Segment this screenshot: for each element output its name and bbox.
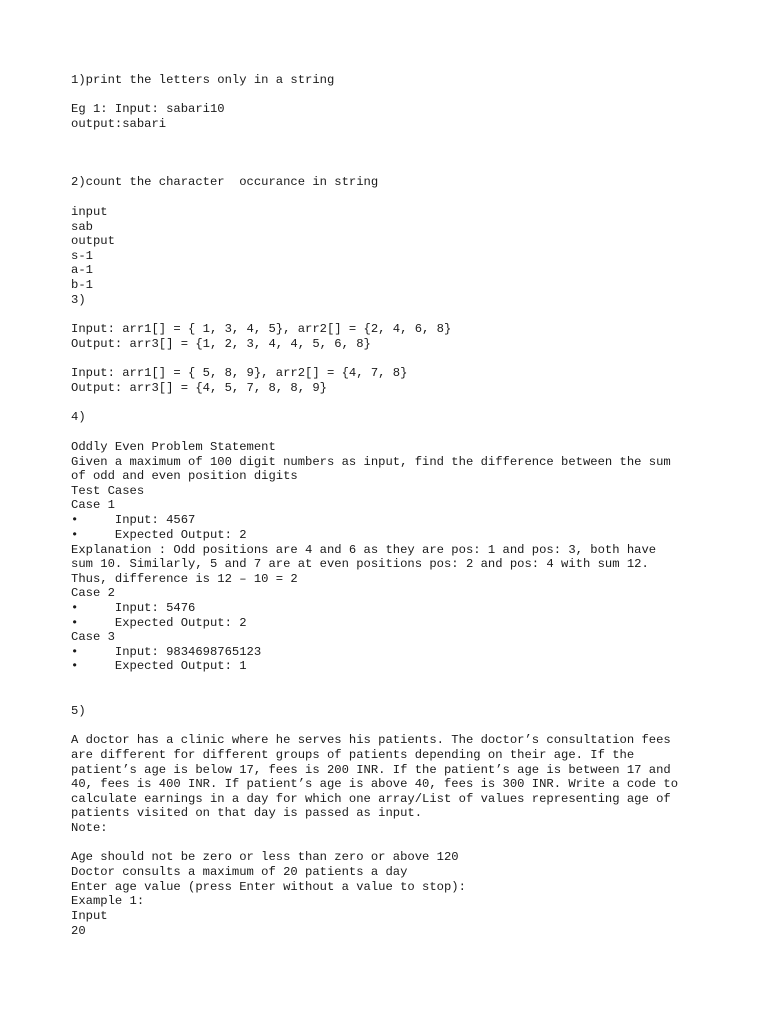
text-line: • Expected Output: 1 (71, 659, 247, 673)
text-line: Doctor consults a maximum of 20 patients a day (71, 865, 408, 879)
text-line: 4) (71, 410, 86, 424)
text-line: Eg 1: Input: sabari10 (71, 102, 225, 116)
text-line: 40, fees is 400 INR. If patient’s age is above 40, fees is 300 INR. Write a code to (71, 777, 679, 791)
text-line: patient’s age is below 17, fees is 200 INR. If the patient’s age is between 17 and (71, 763, 671, 777)
text-line: input (71, 205, 108, 219)
text-line: output:sabari (71, 117, 167, 131)
text-line: A doctor has a clinic where he serves his patients. The doctor’s consultation fees (71, 733, 671, 747)
text-line: Explanation : Odd positions are 4 and 6 as they are pos: 1 and pos: 3, both have (71, 543, 657, 557)
text-line: • Expected Output: 2 (71, 616, 247, 630)
text-line: patients visited on that day is passed as input. (71, 806, 423, 820)
text-line: calculate earnings in a day for which one array/List of values representing age of (71, 792, 671, 806)
text-line: Case 2 (71, 586, 115, 600)
text-line: 2)count the character occurance in string (71, 175, 379, 189)
text-line: 3) (71, 293, 86, 307)
text-line: 20 (71, 924, 86, 938)
text-line: • Input: 5476 (71, 601, 196, 615)
text-line: Input: arr1[] = { 1, 3, 4, 5}, arr2[] = {2, 4, 6, 8} (71, 322, 452, 336)
text-line: Input: arr1[] = { 5, 8, 9}, arr2[] = {4, 7, 8} (71, 366, 408, 380)
text-line: 5) (71, 704, 86, 718)
text-line: are different for different groups of patients depending on their age. If the (71, 748, 635, 762)
text-line: Enter age value (press Enter without a value to stop): (71, 880, 466, 894)
text-line: Oddly Even Problem Statement (71, 440, 276, 454)
text-line: b-1 (71, 278, 93, 292)
text-line: Thus, difference is 12 – 10 = 2 (71, 572, 298, 586)
text-line: sab (71, 220, 93, 234)
text-line: a-1 (71, 263, 93, 277)
text-line: 1)print the letters only in a string (71, 73, 335, 87)
text-line: Given a maximum of 100 digit numbers as input, find the difference between the sum (71, 455, 671, 469)
text-line: • Input: 4567 (71, 513, 196, 527)
text-line: of odd and even position digits (71, 469, 298, 483)
text-line: • Expected Output: 2 (71, 528, 247, 542)
text-line: Output: arr3[] = {4, 5, 7, 8, 8, 9} (71, 381, 327, 395)
text-line: Output: arr3[] = {1, 2, 3, 4, 4, 5, 6, 8} (71, 337, 371, 351)
text-line: Case 3 (71, 630, 115, 644)
text-line: Case 1 (71, 498, 115, 512)
text-line: Example 1: (71, 894, 145, 908)
text-line: Test Cases (71, 484, 145, 498)
text-line: • Input: 9834698765123 (71, 645, 262, 659)
text-line: Note: (71, 821, 108, 835)
text-line: Age should not be zero or less than zero or above 120 (71, 850, 459, 864)
text-line: sum 10. Similarly, 5 and 7 are at even positions pos: 2 and pos: 4 with sum 12. (71, 557, 649, 571)
text-line: s-1 (71, 249, 93, 263)
text-line: Input (71, 909, 108, 923)
text-line: output (71, 234, 115, 248)
